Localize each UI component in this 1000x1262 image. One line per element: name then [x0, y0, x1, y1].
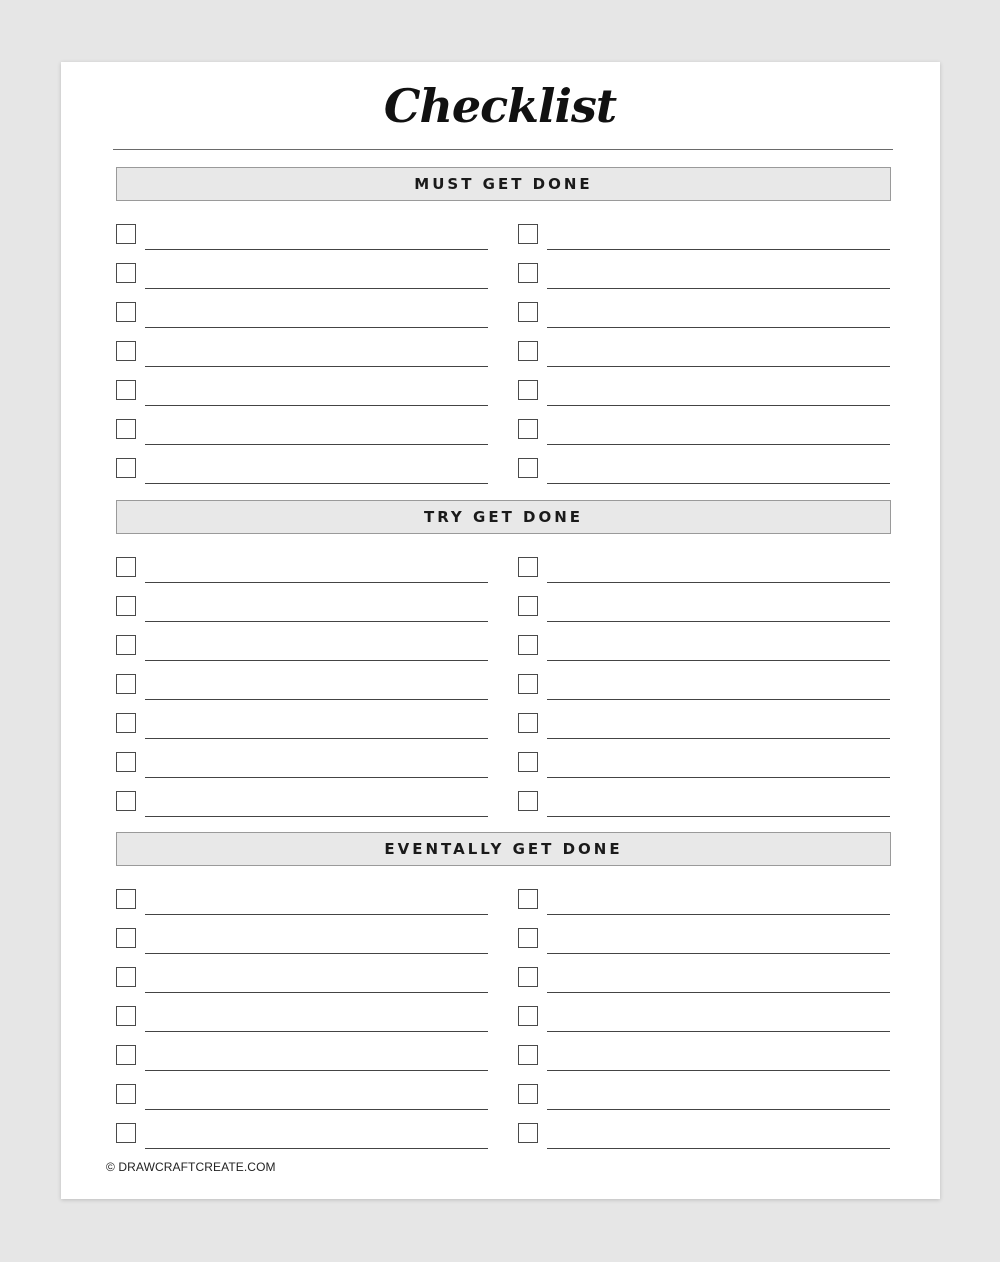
- write-in-line[interactable]: [145, 621, 488, 622]
- checklist-item: [116, 889, 488, 915]
- checklist-item: [116, 302, 488, 328]
- checklist-item: [116, 224, 488, 250]
- checklist-item: [518, 967, 890, 993]
- write-in-line[interactable]: [145, 582, 488, 583]
- checklist-item: [518, 1084, 890, 1110]
- checklist-item: [518, 635, 890, 661]
- checkbox[interactable]: [518, 419, 538, 439]
- write-in-line[interactable]: [145, 1031, 488, 1032]
- checklist-item: [518, 674, 890, 700]
- checkbox[interactable]: [518, 889, 538, 909]
- checklist-item: [116, 596, 488, 622]
- checkbox[interactable]: [518, 967, 538, 987]
- checklist-item: [518, 791, 890, 817]
- write-in-line[interactable]: [145, 914, 488, 915]
- write-in-line[interactable]: [145, 992, 488, 993]
- write-in-line[interactable]: [547, 816, 890, 817]
- checklist-item: [116, 341, 488, 367]
- checkbox[interactable]: [518, 713, 538, 733]
- checkbox[interactable]: [518, 791, 538, 811]
- checkbox[interactable]: [518, 635, 538, 655]
- checkbox[interactable]: [518, 674, 538, 694]
- checklist-item: [518, 458, 890, 484]
- write-in-line[interactable]: [145, 816, 488, 817]
- checkbox[interactable]: [518, 557, 538, 577]
- checklist-item: [116, 458, 488, 484]
- checkbox[interactable]: [518, 596, 538, 616]
- checkbox[interactable]: [518, 1045, 538, 1065]
- checkbox[interactable]: [116, 557, 136, 577]
- checklist-item: [116, 263, 488, 289]
- write-in-line[interactable]: [547, 1070, 890, 1071]
- checklist-item: [518, 596, 890, 622]
- checklist-item: [518, 1006, 890, 1032]
- checklist-item: [116, 791, 488, 817]
- checkbox[interactable]: [116, 889, 136, 909]
- write-in-line[interactable]: [547, 249, 890, 250]
- checkbox[interactable]: [116, 419, 136, 439]
- checkbox[interactable]: [518, 341, 538, 361]
- write-in-line[interactable]: [547, 327, 890, 328]
- write-in-line[interactable]: [547, 699, 890, 700]
- checkbox[interactable]: [116, 635, 136, 655]
- checkbox[interactable]: [518, 1084, 538, 1104]
- checkbox[interactable]: [116, 380, 136, 400]
- checklist-item: [518, 928, 890, 954]
- checkbox[interactable]: [518, 1006, 538, 1026]
- checklist-item: [518, 1123, 890, 1149]
- checkbox[interactable]: [518, 752, 538, 772]
- checklist-item: [116, 635, 488, 661]
- write-in-line[interactable]: [145, 699, 488, 700]
- write-in-line[interactable]: [547, 405, 890, 406]
- write-in-line[interactable]: [547, 1109, 890, 1110]
- write-in-line[interactable]: [547, 288, 890, 289]
- checkbox[interactable]: [116, 967, 136, 987]
- checklist-item: [116, 1084, 488, 1110]
- write-in-line[interactable]: [547, 621, 890, 622]
- checklist-item: [116, 967, 488, 993]
- section-header: EVENTALLY GET DONE: [116, 832, 891, 866]
- write-in-line[interactable]: [547, 366, 890, 367]
- checklist-item: [518, 224, 890, 250]
- write-in-line[interactable]: [547, 582, 890, 583]
- checklist-item: [116, 928, 488, 954]
- write-in-line[interactable]: [547, 914, 890, 915]
- write-in-line[interactable]: [145, 249, 488, 250]
- checkbox[interactable]: [518, 302, 538, 322]
- checkbox[interactable]: [518, 224, 538, 244]
- checklist-item: [518, 752, 890, 778]
- checkbox[interactable]: [116, 1123, 136, 1143]
- checkbox[interactable]: [116, 752, 136, 772]
- write-in-line[interactable]: [145, 738, 488, 739]
- checklist-item: [518, 713, 890, 739]
- checkbox[interactable]: [116, 1045, 136, 1065]
- checkbox[interactable]: [116, 596, 136, 616]
- write-in-line[interactable]: [145, 660, 488, 661]
- checklist-item: [518, 1045, 890, 1071]
- write-in-line[interactable]: [145, 405, 488, 406]
- section-header: MUST GET DONE: [116, 167, 891, 201]
- checkbox[interactable]: [518, 928, 538, 948]
- checklist-item: [116, 1123, 488, 1149]
- checkbox[interactable]: [116, 1084, 136, 1104]
- checklist-item: [116, 1006, 488, 1032]
- write-in-line[interactable]: [547, 992, 890, 993]
- write-in-line[interactable]: [547, 1031, 890, 1032]
- checkbox[interactable]: [518, 1123, 538, 1143]
- write-in-line[interactable]: [547, 1148, 890, 1149]
- write-in-line[interactable]: [145, 1148, 488, 1149]
- checklist-item: [116, 1045, 488, 1071]
- write-in-line[interactable]: [145, 444, 488, 445]
- checkbox[interactable]: [116, 1006, 136, 1026]
- checklist-item: [518, 302, 890, 328]
- checkbox[interactable]: [518, 263, 538, 283]
- checklist-item: [116, 380, 488, 406]
- checklist-item: [518, 419, 890, 445]
- write-in-line[interactable]: [547, 777, 890, 778]
- checkbox[interactable]: [116, 791, 136, 811]
- checkbox[interactable]: [116, 713, 136, 733]
- copyright-footer: © DRAWCRAFTCREATE.COM: [106, 1160, 276, 1174]
- write-in-line[interactable]: [145, 1109, 488, 1110]
- write-in-line[interactable]: [547, 444, 890, 445]
- write-in-line[interactable]: [547, 660, 890, 661]
- write-in-line[interactable]: [547, 738, 890, 739]
- write-in-line[interactable]: [547, 953, 890, 954]
- title-divider: [113, 149, 893, 150]
- checklist-item: [116, 752, 488, 778]
- checklist-item: [518, 341, 890, 367]
- checklist-item: [518, 263, 890, 289]
- write-in-line[interactable]: [145, 327, 488, 328]
- page-title: Checklist: [383, 79, 617, 133]
- checklist-item: [116, 557, 488, 583]
- checklist-item: [518, 557, 890, 583]
- checklist-item: [518, 380, 890, 406]
- checklist-item: [116, 674, 488, 700]
- checklist-item: [116, 713, 488, 739]
- write-in-line[interactable]: [145, 366, 488, 367]
- checkbox[interactable]: [116, 302, 136, 322]
- checkbox[interactable]: [518, 458, 538, 478]
- checklist-item: [518, 889, 890, 915]
- checkbox[interactable]: [116, 224, 136, 244]
- section-header: TRY GET DONE: [116, 500, 891, 534]
- checkbox[interactable]: [116, 341, 136, 361]
- checkbox[interactable]: [116, 674, 136, 694]
- write-in-line[interactable]: [145, 483, 488, 484]
- write-in-line[interactable]: [145, 953, 488, 954]
- write-in-line[interactable]: [145, 288, 488, 289]
- write-in-line[interactable]: [145, 777, 488, 778]
- write-in-line[interactable]: [547, 483, 890, 484]
- checkbox[interactable]: [518, 380, 538, 400]
- checkbox[interactable]: [116, 263, 136, 283]
- checkbox[interactable]: [116, 928, 136, 948]
- write-in-line[interactable]: [145, 1070, 488, 1071]
- checkbox[interactable]: [116, 458, 136, 478]
- checklist-item: [116, 419, 488, 445]
